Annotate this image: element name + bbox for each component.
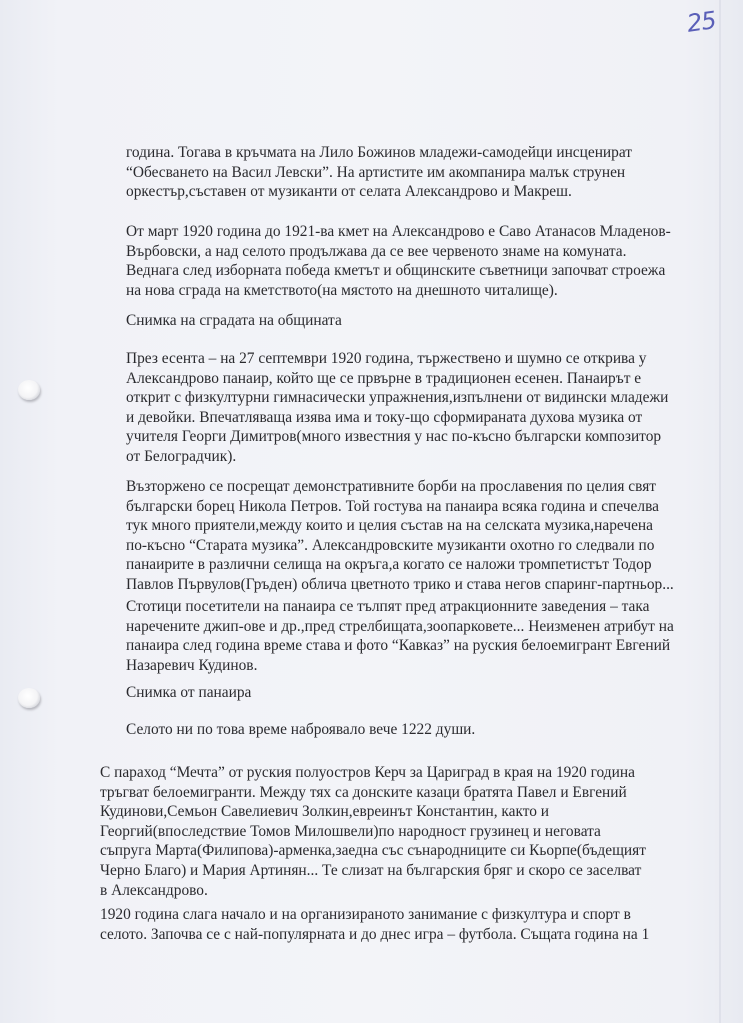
paragraph-play-performance bbox=[126, 143, 632, 202]
text-line: Кудинови,Семьон Савелиевич Золкин,евреинът Константин, както и bbox=[100, 803, 550, 821]
paragraph-mayor bbox=[126, 222, 671, 300]
paragraph-sports bbox=[100, 905, 649, 944]
text-line: от Белоградчик). bbox=[126, 447, 237, 465]
text-line: Върбовски, а над селото продължава да се вее червеното знаме на комуната. bbox=[126, 242, 627, 260]
text-line: наречените джип-ове и др.,пред стрелбищата,зоопарковете... Неизменен атрибут на bbox=[126, 617, 674, 635]
text-line: селото. Започва се с най-популярната и до днес игра – футбола. Същата година на 1 bbox=[100, 925, 650, 943]
text-line: по-късно “Старата музика”. Александровските музиканти охотно го следвали по bbox=[126, 536, 655, 554]
text-line: Павлов Първулов(Гръден) облича цветното трико и става негов спаринг-партньор... bbox=[126, 575, 674, 593]
text-line: През есента – на 27 септември 1920 година, тържествено и шумно се открива у bbox=[126, 350, 647, 367]
text-line: Снимка от панаира bbox=[126, 684, 252, 701]
text-line: панаира след година време става и фото “Кавказ” на руския белоемигрант Евгений bbox=[126, 637, 671, 655]
text-line: С параход “Мечта” от руския полуостров Керч за Цариград в края на 1920 година bbox=[100, 764, 635, 781]
text-line: година. Тогава в кръчмата на Лило Божинов младежи-самодейци инсценират bbox=[126, 144, 633, 161]
text-line: Назаревич Кудинов. bbox=[126, 656, 258, 674]
text-line: Стотици посетители на панаира се тълпят пред атракционните заведения – така bbox=[126, 598, 650, 615]
punch-hole-icon bbox=[18, 688, 40, 708]
text-line: Георгий(впоследствие Томов Милошвели)по народност грузинец и неговата bbox=[100, 822, 601, 840]
text-line: на нова сграда на кметството(на мястото на днешното читалище). bbox=[126, 281, 558, 299]
handwritten-page-number: 25 bbox=[685, 6, 718, 38]
caption-fair-photo bbox=[126, 683, 251, 703]
text-line: Възторжено се посрещат демонстративните борби на прославения по целия свят bbox=[126, 478, 656, 495]
paragraph-population bbox=[126, 720, 475, 740]
text-line: “Обесването на Васил Левски”. На артистите им акомпанира малък струнен bbox=[126, 163, 626, 181]
text-line: 1920 година слага начало и на организираното занимание с физкултура и спорт в bbox=[100, 906, 631, 923]
text-line: Снимка на сградата на общината bbox=[126, 312, 342, 329]
text-line: тук много приятели,между които и целия състав на на селската музика,наречена bbox=[126, 517, 653, 535]
paragraph-fair-opening bbox=[126, 349, 668, 467]
text-line: съпруга Марта(Филипова)-арменка,заедна със сънародниците си Кьорпе(бъдещият bbox=[100, 842, 646, 860]
text-line: Александрово панаир, който ще се првърне в традиционен есенен. Панаирът е bbox=[126, 369, 642, 387]
text-line: и девойки. Впечатляваща изява има и току-що сформираната духова музика от bbox=[126, 408, 643, 426]
paragraph-emigrants bbox=[100, 763, 646, 900]
text-line: Черно Благо) и Мария Артинян... Те слизат на българския бряг и скоро се заселват bbox=[100, 861, 642, 879]
text-line: От март 1920 година до 1921-ва кмет на Александрово е Саво Атанасов Младенов- bbox=[126, 223, 671, 240]
text-line: Селото ни по това време наброявало вече 1222 души. bbox=[126, 721, 476, 738]
text-line: Веднага след изборната победа кметът и общинските съветници започват строежа bbox=[126, 262, 666, 280]
punch-hole-icon bbox=[18, 380, 40, 400]
text-line: учителя Георги Димитров(много известния у нас по-късно български композитор bbox=[126, 428, 662, 446]
page-edge-shadow bbox=[719, 0, 721, 1023]
text-line: панаирите в различни селища на окръга,а когато се наложи тромпетистът Тодор bbox=[126, 556, 652, 574]
caption-municipality-photo bbox=[126, 311, 342, 331]
paragraph-wrestler bbox=[126, 477, 674, 595]
text-line: български борец Никола Петров. Той гостува на панаира всяка година и спечелва bbox=[126, 497, 659, 515]
paragraph-fair-visitors bbox=[126, 597, 674, 675]
text-line: в Александрово. bbox=[100, 881, 208, 899]
text-line: оркестър,съставен от музиканти от селата Александрово и Макреш. bbox=[126, 183, 572, 201]
text-line: тръгват белоемигранти. Между тях са донските казаци братята Павел и Евгений bbox=[100, 783, 627, 801]
text-line: открит с физкултурни гимнасически упражнения,изпълнени от видински младежи bbox=[126, 389, 669, 407]
